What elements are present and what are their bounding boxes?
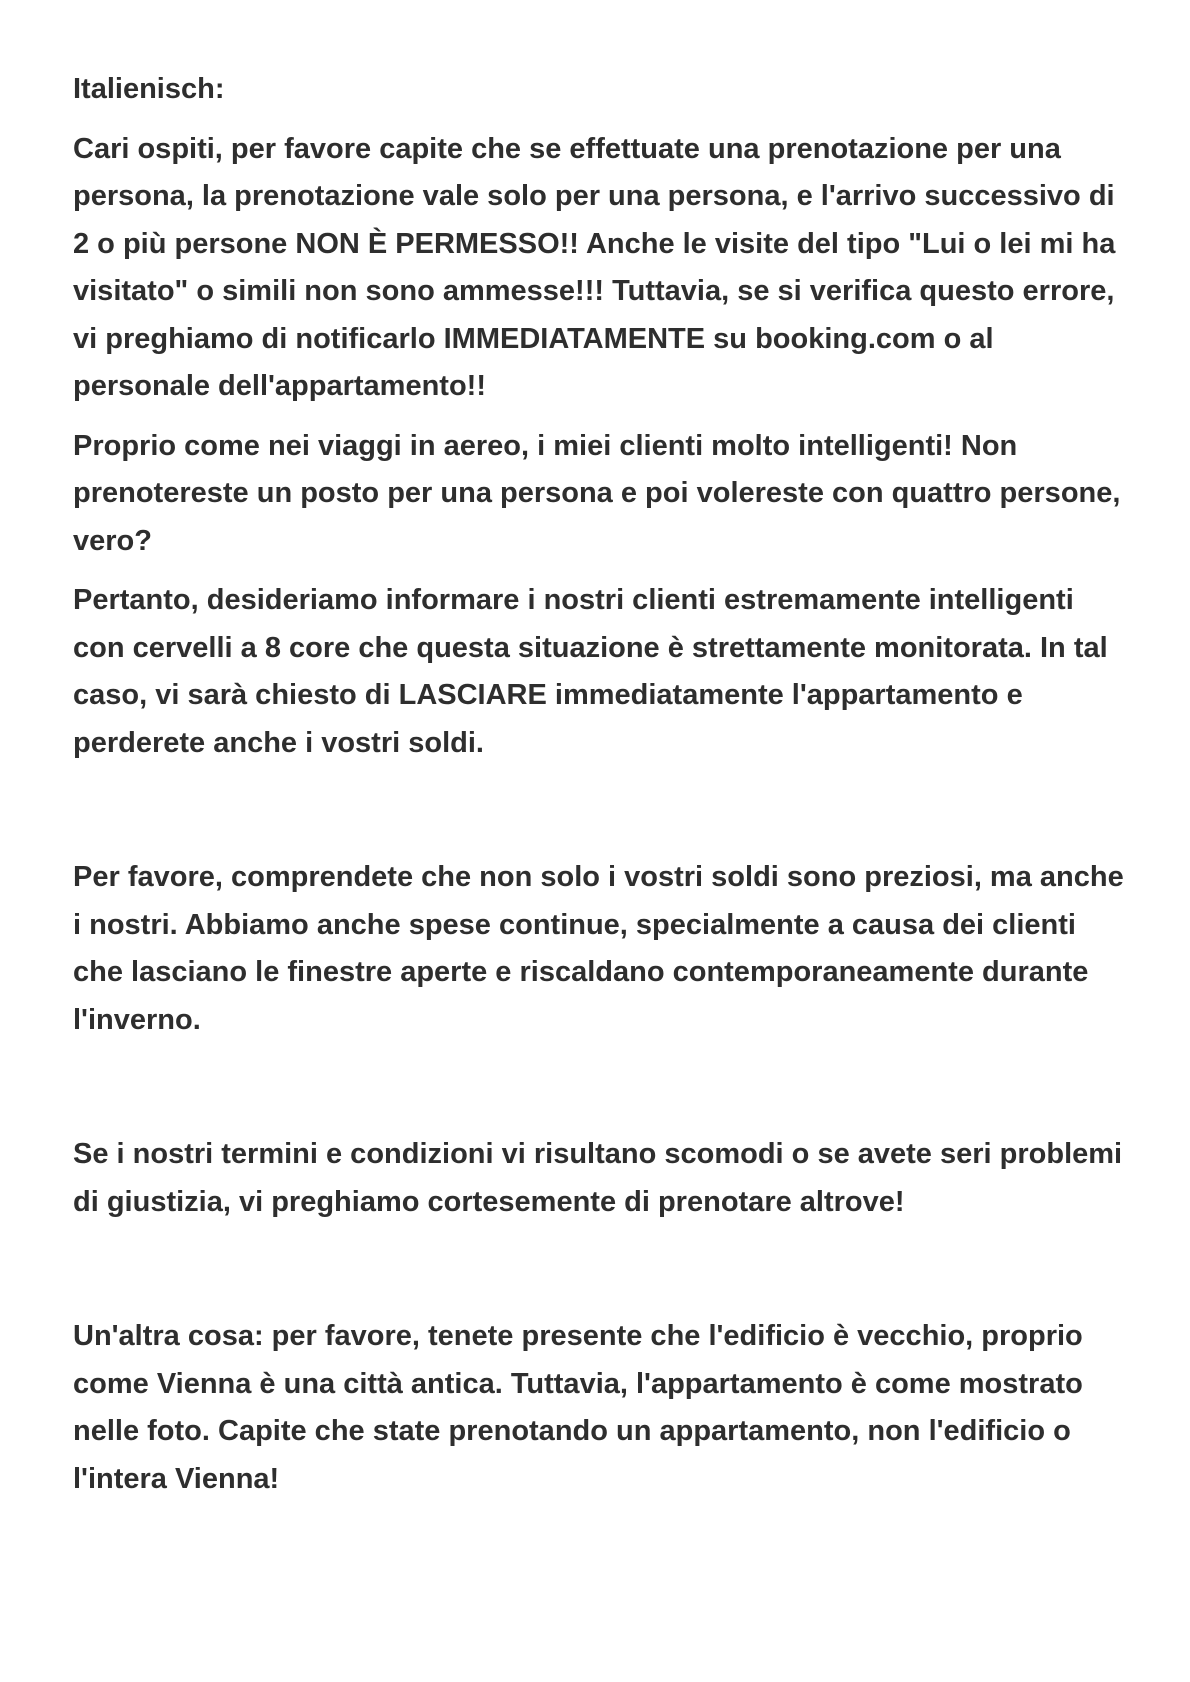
paragraph-airplane-analogy: Proprio come nei viaggi in aereo, i miei clienti molto intelligenti! Non prenotereste un posto per una persona e poi volereste con quattro persone, vero? xyxy=(73,429,1121,557)
paragraph-old-building: Un'altra cosa: per favore, tenete presente che l'edificio è vecchio, proprio come Vienna è una città antica. Tuttavia, l'appartamento è come mostrato nelle foto. Capite che state prenotando un appartamento, non l'edificio o l'intera Vienna! xyxy=(73,1320,1083,1495)
language-heading: Italienisch: xyxy=(73,73,225,105)
paragraph-expenses: Per favore, comprendete che non solo i vostri soldi sono preziosi, ma anche i nostri. Abbiamo anche spese continue, specialmente a causa dei clienti che lasciano le finestre aperte e riscaldano contemporaneamente durante l'inverno. xyxy=(73,861,1124,1036)
paragraph-monitoring-warning: Pertanto, desideriamo informare i nostri clienti estremamente intelligenti con cervelli a 8 core che questa situazione è strettamente monitorata. In tal caso, vi sarà chiesto di LASCIARE immediatamente l'appartamento e perderete anche i vostri soldi. xyxy=(73,584,1108,759)
paragraph-booking-rule: Cari ospiti, per favore capite che se effettuate una prenotazione per una persona, la prenotazione vale solo per una persona, e l'arrivo successivo di 2 o più persone NON È PERMESSO!! Anche le visite del tipo "Lui o lei mi ha visitato" o simili non sono ammesse!!! Tuttavia, se si verifica questo errore, vi preghiamo di notificarlo IMMEDIATAMENTE su booking.com o al personale dell'appartamento!! xyxy=(73,132,1116,402)
document-page xyxy=(73,66,1133,1503)
paragraph-terms: Se i nostri termini e condizioni vi risultano scomodi o se avete seri problemi di giustizia, vi preghiamo cortesemente di prenotare altrove! xyxy=(73,1138,1123,1218)
